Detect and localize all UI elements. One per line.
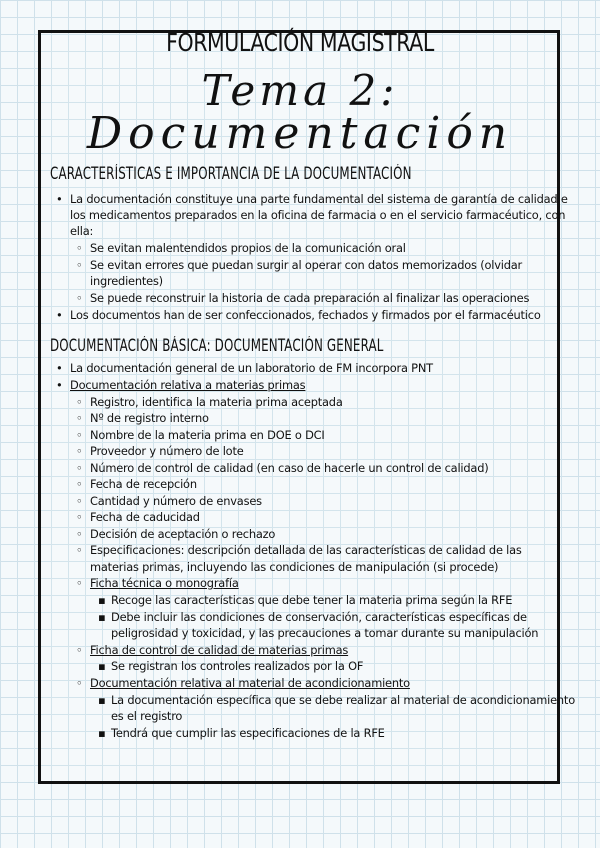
list-item: ◦ Cantidad y número de envases <box>90 494 262 509</box>
list-item: ◦ Nombre de la materia prima en DOE o DCI <box>90 428 325 443</box>
list-item: ▪ Recoge las características que debe tener la materia prima según la RFE <box>111 593 512 608</box>
list-item: ◦ Registro, identifica la materia prima aceptada <box>90 395 343 410</box>
list-item-continuation: materias primas, incluyendo las condiciones de manipulación (si procede) <box>90 560 499 574</box>
list-item: ◦ Proveedor y número de lote <box>90 444 244 459</box>
list-item: ◦ Número de control de calidad (en caso de hacerle un control de calidad) <box>90 461 488 476</box>
list-item: ◦ Se evitan malentendidos propios de la comunicación oral <box>90 241 406 256</box>
list-item: • La documentación general de un laboratorio de FM incorpora PNT <box>70 361 433 376</box>
list-item: ◦ Decisión de aceptación o rechazo <box>90 527 275 542</box>
section-heading-documentacion-basica: DOCUMENTACIÓN BÁSICA: DOCUMENTACIÓN GENERAL <box>50 336 384 355</box>
list-item-continuation: ingredientes) <box>90 274 163 288</box>
topic-number: Tema 2: <box>201 66 399 115</box>
list-item-underlined: ◦ Ficha técnica o monografía <box>90 576 239 591</box>
list-item: • La documentación constituye una parte fundamental del sistema de garantía de calidad e <box>70 192 568 207</box>
list-item-continuation: ella: <box>70 224 94 238</box>
list-item: ▪ La documentación específica que se debe realizar al material de acondicionamiento <box>111 693 575 708</box>
list-item-underlined: ◦ Ficha de control de calidad de materias primas <box>90 643 348 658</box>
list-item: ◦ Fecha de recepción <box>90 477 197 492</box>
section-heading-caracteristicas: CARACTERÍSTICAS E IMPORTANCIA DE LA DOCUMENTACIÓN <box>50 164 412 183</box>
list-item: ◦ Se puede reconstruir la historia de cada preparación al finalizar las operaciones <box>90 291 529 306</box>
list-item: ▪ Se registran los controles realizados por la OF <box>111 659 363 674</box>
list-item: ▪ Tendrá que cumplir las especificaciones de la RFE <box>111 726 385 741</box>
page-title: FORMULACIÓN MAGISTRAL <box>166 28 434 57</box>
list-item-continuation: los medicamentos preparados en la oficina de farmacia o en el servicio farmacéutico, con <box>70 208 566 222</box>
list-item: ◦ Se evitan errores que puedan surgir al operar con datos memorizados (olvidar <box>90 258 522 273</box>
list-item: ◦ Fecha de caducidad <box>90 510 200 525</box>
list-item-underlined: ◦ Documentación relativa al material de acondicionamiento <box>90 676 410 691</box>
list-item: ▪ Debe incluir las condiciones de conservación, características específicas de <box>111 610 527 625</box>
list-item-underlined: • Documentación relativa a materias primas <box>70 378 305 393</box>
list-item: • Los documentos han de ser confeccionados, fechados y firmados por el farmacéutico <box>70 308 541 323</box>
topic-title: Documentación <box>86 108 514 159</box>
list-item: ◦ Especificaciones: descripción detallada de las características de calidad de las <box>90 543 522 558</box>
list-item: ◦ Nº de registro interno <box>90 411 209 426</box>
list-item-continuation: peligrosidad y toxicidad, y las precauciones a tomar durante su manipulación <box>111 626 539 640</box>
list-item-continuation: es el registro <box>111 709 183 723</box>
